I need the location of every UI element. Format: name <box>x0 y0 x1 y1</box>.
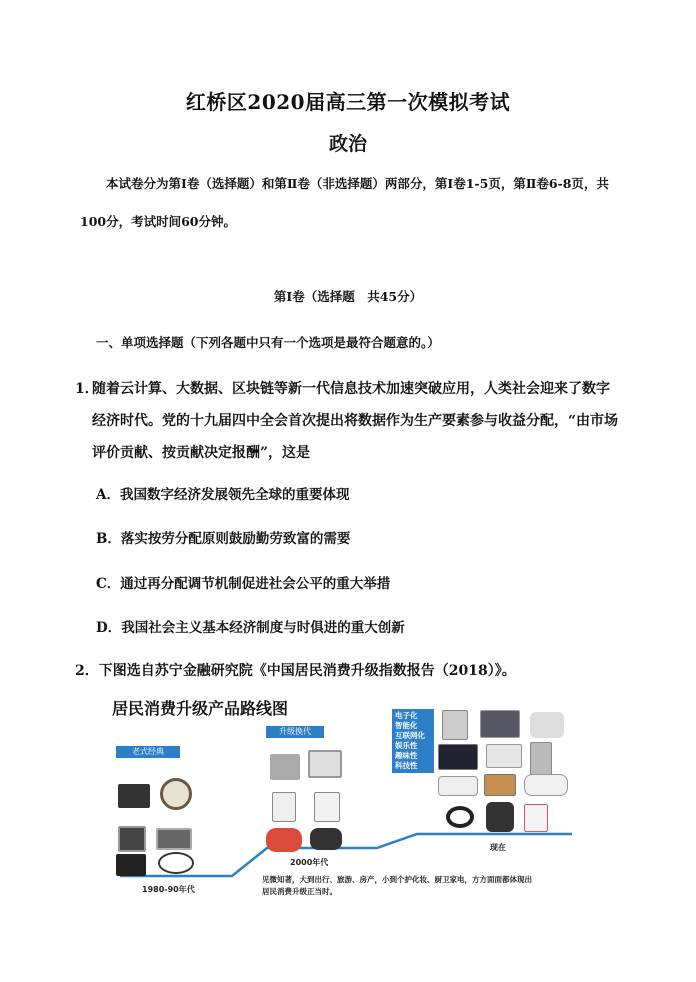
features-badge <box>392 709 434 773</box>
section-heading: 第Ⅰ卷（选择题 共45分） <box>273 289 423 304</box>
smart-ring-icon <box>446 806 474 828</box>
feature-item: 趣味性 <box>395 751 418 760</box>
option-b: B．落实按劳分配原则鼓励勤劳致富的需要 <box>96 531 351 547</box>
fax-machine-icon <box>270 754 300 780</box>
exam-intro: 本试卷分为第Ⅰ卷（选择题）和第Ⅱ卷（非选择题）两部分，第Ⅰ卷1-5页，第Ⅱ卷6-8页，共100分，考试时间60分钟。 <box>80 176 609 229</box>
exam-title: 红桥区2020届高三第一次模拟考试 <box>185 90 511 114</box>
feature-item: 互联网化 <box>395 731 425 740</box>
era-now-label: 现在 <box>490 843 506 852</box>
feature-item: 娱乐性 <box>395 741 418 750</box>
option-d: D．我国社会主义基本经济制度与时俱进的重大创新 <box>96 620 405 636</box>
question-2 <box>75 660 516 680</box>
smartphone-icon <box>442 710 468 740</box>
oven-icon <box>484 774 516 796</box>
caption-line: 居民消费升级正当时。 <box>262 887 337 896</box>
telephone-icon <box>118 784 150 808</box>
option-c: C．通过再分配调节机制促进社会公平的重大举措 <box>96 576 391 592</box>
washing-machine-icon <box>314 792 340 822</box>
smartwatch-icon <box>486 802 514 832</box>
caption-line: 见微知著，大到出行、旅游、房产，小到个护化妆、厨卫家电，方方面面都体现出 <box>262 875 532 884</box>
clock-icon <box>160 778 192 810</box>
stage1-badge: 老式经典 <box>116 746 180 758</box>
era-1980s-label: 1980-90年代 <box>142 885 195 894</box>
refrigerator-icon <box>272 792 296 822</box>
computer-icon <box>308 750 342 778</box>
air-purifier-icon <box>524 804 548 832</box>
radio-icon <box>156 828 192 850</box>
camera-icon <box>530 712 564 738</box>
part-title: 一、单项选择题（下列各题中只有一个选项是最符合题意的。） <box>96 335 440 350</box>
smart-fridge-icon <box>530 742 552 778</box>
question-stem: 随着云计算、大数据、区块链等新一代信息技术加速突破应用，人类社会迎来了数字经济时代。党的十九届四中全会首次提出将数据作为生产要素参与收益分配，“由市场评价贡献、按贡献决定报酬”，这是 <box>92 381 619 461</box>
smart-tv-icon <box>438 744 478 770</box>
consumption-upgrade-figure <box>112 694 576 906</box>
question-1 <box>75 373 621 469</box>
car-icon <box>524 774 568 796</box>
printer-icon <box>486 744 522 768</box>
option-a: A．我国数字经济发展领先全球的重要体现 <box>96 487 350 503</box>
question-number: 2． <box>75 663 99 679</box>
exam-subject: 政治 <box>328 133 367 155</box>
feature-item: 电子化 <box>395 711 418 720</box>
air-conditioner-icon <box>438 776 478 796</box>
sewing-machine-icon <box>116 854 146 876</box>
feature-item: 科技性 <box>395 761 418 770</box>
feature-item: 智能化 <box>395 721 418 730</box>
figure-caption <box>262 874 562 898</box>
gift-basket-icon <box>266 828 302 852</box>
era-2000s-label: 2000年代 <box>290 858 329 867</box>
stage2-badge: 升级换代 <box>266 726 324 738</box>
question-number: 1． <box>75 381 99 397</box>
question-stem: 下图选自苏宁金融研究院《中国居民消费升级指数报告（2018）》。 <box>98 663 516 679</box>
laptop-icon <box>480 710 520 738</box>
motorcycle-icon <box>310 828 342 850</box>
television-icon <box>118 826 146 852</box>
bicycle-icon <box>158 852 194 874</box>
figure-title: 居民消费升级产品路线图 <box>112 699 289 718</box>
